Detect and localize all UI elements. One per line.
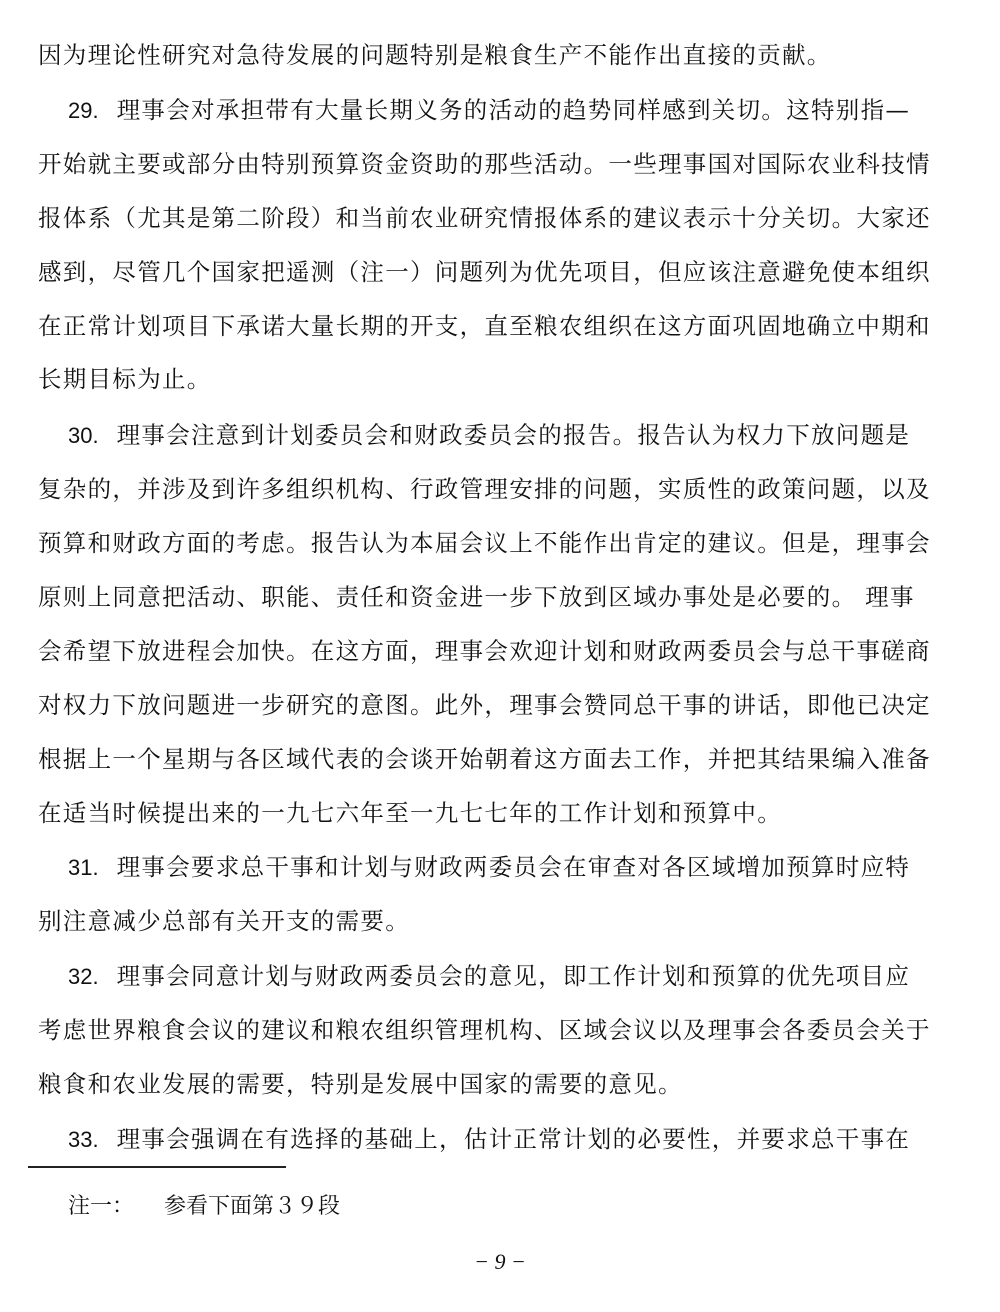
text-line: 对权力下放问题进一步研究的意图。此外，理事会赞同总干事的讲话，即他已决定 bbox=[38, 691, 931, 719]
text-line: 报体系（尤其是第二阶段）和当前农业研究情报体系的建议表示十分关切。大家还 bbox=[38, 204, 931, 232]
text-line: 长期目标为止。 bbox=[38, 365, 212, 393]
text-line: 考虑世界粮食会议的建议和粮农组织管理机构、区域会议以及理事会各委员会关于 bbox=[38, 1016, 931, 1044]
paragraph-29-first-line: 29. 理事会对承担带有大量长期义务的活动的趋势同样感到关切。这特别指— bbox=[68, 96, 911, 124]
text-line: 粮食和农业发展的需要，特别是发展中国家的需要的意见。 bbox=[38, 1070, 683, 1098]
text-line: 预算和财政方面的考虑。报告认为本届会议上不能作出肯定的建议。但是，理事会 bbox=[38, 529, 931, 557]
text-line: 因为理论性研究对急待发展的问题特别是粮食生产不能作出直接的贡献。 bbox=[38, 41, 832, 69]
paragraph-number: 29. bbox=[68, 98, 99, 123]
page-number: − 9 − bbox=[474, 1249, 526, 1274]
paragraph-33-first-line: 33. 理事会强调在有选择的基础上，估计正常计划的必要性，并要求总干事在 bbox=[68, 1125, 911, 1153]
text-line: 复杂的，并涉及到许多组织机构、行政管理安排的问题，实质性的政策问题，以及 bbox=[38, 475, 931, 503]
footnote-text: 参看下面第３９段 bbox=[164, 1194, 341, 1219]
text-line: 原则上同意把活动、职能、责任和资金进一步下放到区域办事处是必要的。 理事 bbox=[38, 583, 915, 611]
paragraph-30-first-line: 30. 理事会注意到计划委员会和财政委员会的报告。报告认为权力下放问题是 bbox=[68, 421, 911, 449]
footnote-mark: 注一： bbox=[68, 1194, 135, 1219]
paragraph-number: 32. bbox=[68, 964, 99, 989]
text-line: 会希望下放进程会加快。在这方面，理事会欢迎计划和财政两委员会与总干事磋商 bbox=[38, 637, 931, 665]
text-line: 开始就主要或部分由特别预算资金资助的那些活动。一些理事国对国际农业科技情 bbox=[38, 150, 931, 178]
text-line: 在适当时候提出来的一九七六年至一九七七年的工作计划和预算中。 bbox=[38, 799, 782, 827]
paragraph-32-first-line: 32. 理事会同意计划与财政两委员会的意见，即工作计划和预算的优先项目应 bbox=[68, 962, 911, 990]
footnote-separator bbox=[28, 1166, 286, 1168]
paragraph-number: 31. bbox=[68, 855, 99, 880]
paragraph-number: 33. bbox=[68, 1127, 99, 1152]
text-line: 根据上一个星期与各区域代表的会谈开始朝着这方面去工作，并把其结果编入准备 bbox=[38, 745, 931, 773]
text-line: 感到，尽管几个国家把遥测（注一）问题列为优先项目，但应该注意避免使本组织 bbox=[38, 258, 931, 286]
text-line: 别注意减少总部有关开支的需要。 bbox=[38, 907, 410, 935]
footnote bbox=[68, 1192, 340, 1222]
paragraph-number: 30. bbox=[68, 423, 99, 448]
paragraph-31-first-line: 31. 理事会要求总干事和计划与财政两委员会在审查对各区域增加预算时应特 bbox=[68, 853, 911, 881]
text-line: 在正常计划项目下承诺大量长期的开支，直至粮农组织在这方面巩固地确立中期和 bbox=[38, 312, 931, 340]
